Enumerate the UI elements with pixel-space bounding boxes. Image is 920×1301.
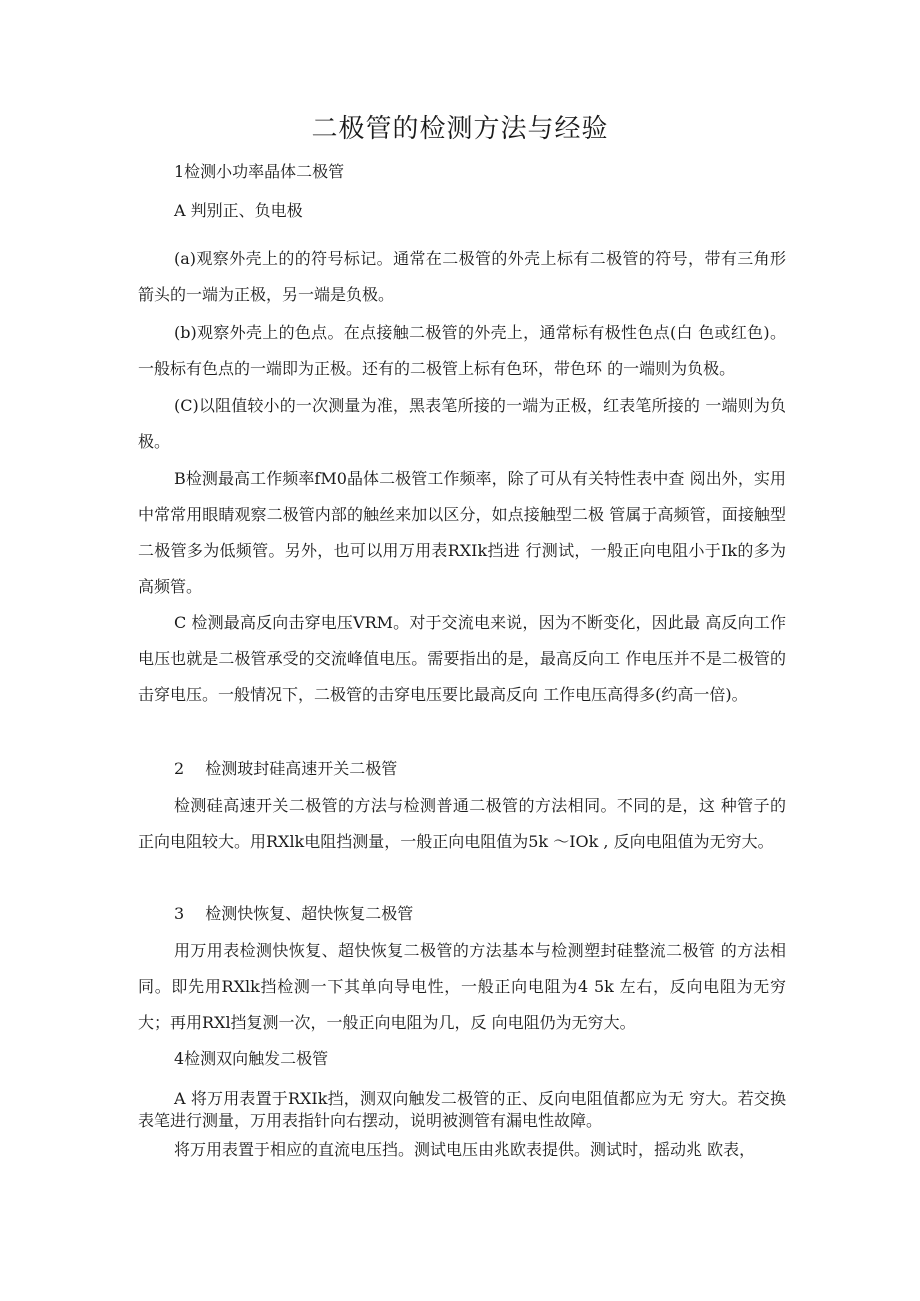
section-heading-4: 4检测双向触发二极管	[174, 1049, 329, 1068]
section-heading-1: 1检测小功率晶体二极管	[174, 162, 345, 181]
paragraph-switch: 检测硅高速开关二极管的方法与检测普通二极管的方法相同。不同的是，这 种管子的正向电阻较大。用RXlk电阻挡测量，一般正向电阻值为5k ～IOk , 反向电阻值为无穷大。	[138, 796, 786, 851]
paragraph-a: (a)观察外壳上的的符号标记。通常在二极管的外壳上标有二极管的符号，带有三角形箭头的一端为正极，另一端是负极。	[138, 249, 786, 304]
paragraph-freq: B检测最高工作频率fM0晶体二极管工作频率，除了可从有关特性表中查 阅出外，实用中常常用眼睛观察二极管内部的触丝来加以区分，如点接触型二极 管属于高频管，面接触型二极管多为低频管。另外，也可以用万用表RXIk挡进 行测试，一般正向电阻小于Ik的多为高频管。	[138, 469, 786, 596]
subheading-a: A 判别正、负电极	[174, 201, 303, 220]
paragraph-c: (C)以阻值较小的一次测量为准，黑表笔所接的一端为正极，红表笔所接的 一端则为负极。	[138, 396, 786, 451]
paragraph-fast: 用万用表检测快恢复、超快恢复二极管的方法基本与检测塑封硅整流二极管 的方法相同。即先用RXlk挡检测一下其单向导电性，一般正向电阻为4 5k 左右，反向电阻为无穷大；再用RXl挡复测一次，一般正向电阻为几，反 向电阻仍为无穷大。	[138, 941, 786, 1032]
page-title: 二极管的检测方法与经验	[311, 114, 609, 144]
paragraph-b: (b)观察外壳上的色点。在点接触二极管的外壳上，通常标有极性色点(白 色或红色)。一般标有色点的一端即为正极。还有的二极管上标有色环，带色环 的一端则为负极。	[138, 323, 786, 378]
section-heading-2: 2 检测玻封硅高速开关二极管	[174, 759, 398, 778]
paragraph-diac-a: A 将万用表置于RXIk挡，测双向触发二极管的正、反向电阻值都应为无 穷大。若交换表笔进行测量，万用表指针向右摆动，说明被测管有漏电性故障。	[138, 1089, 786, 1130]
paragraph-vrm: C 检测最高反向击穿电压VRM。对于交流电来说，因为不断变化，因此最 高反向工作电压也就是二极管承受的交流峰值电压。需要指出的是，最高反向工 作电压并不是二极管的击穿电压。一般情况下，二极管的击穿电压要比最高反向 工作电压高得多(约高一倍)。	[138, 613, 786, 704]
paragraph-diac-b: 将万用表置于相应的直流电压挡。测试电压由兆欧表提供。测试时，摇动兆 欧表，	[174, 1140, 756, 1159]
section-heading-3: 3 检测快恢复、超快恢复二极管	[174, 904, 414, 923]
